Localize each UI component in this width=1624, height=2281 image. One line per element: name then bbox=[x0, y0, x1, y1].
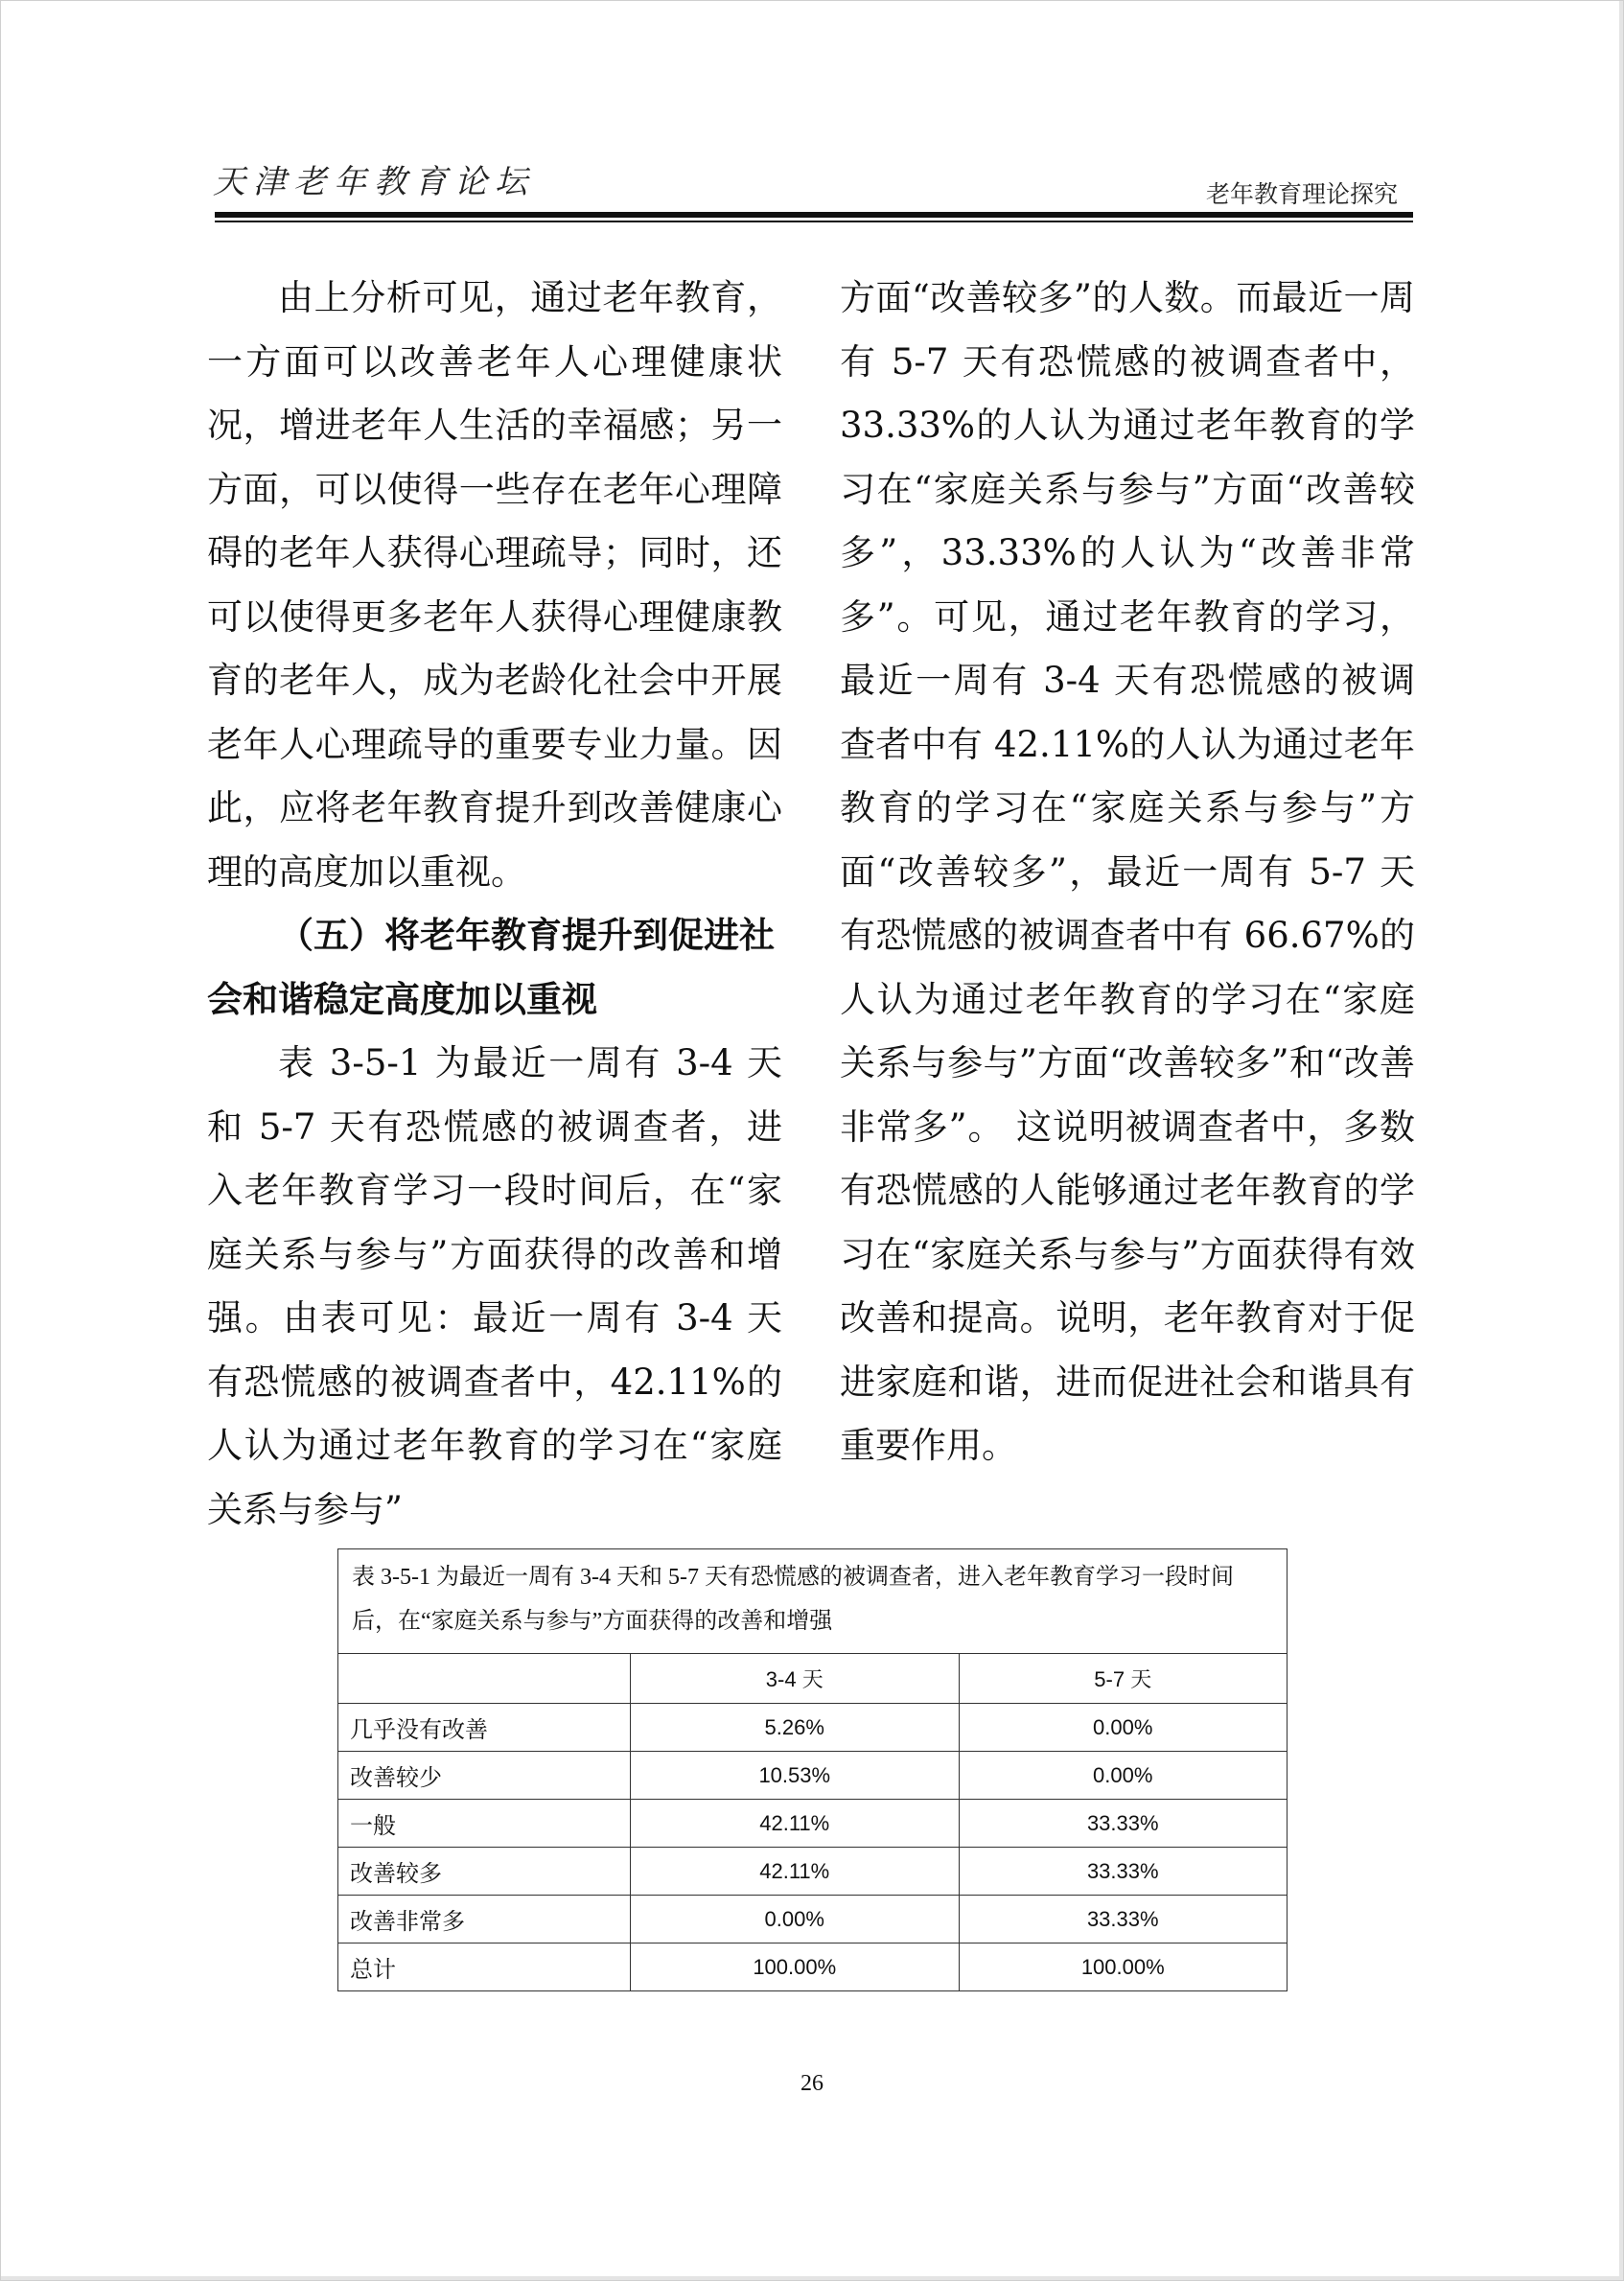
table-body bbox=[337, 1653, 1288, 1991]
cell-value: 100.00% bbox=[959, 1944, 1288, 1991]
table-header-cell: 3-4 天 bbox=[631, 1654, 960, 1704]
table-row bbox=[338, 1944, 1288, 1991]
body-paragraph: 表 3-5-1 为最近一周有 3-4 天和 5-7 天有恐慌感的被调查者，进入老年教育学习一段时间后，在“家庭关系与参与”方面获得的改善和增强。由表可见：最近一周有 3-4 天有恐慌感的被调查者中，42.11%的人认为通过老年教育的学习在“家庭关系与参与” bbox=[207, 1042, 782, 1530]
table-row bbox=[338, 1704, 1288, 1752]
table-row bbox=[338, 1848, 1288, 1896]
body-paragraph: 方面“改善较多”的人数。而最近一周有 5-7 天有恐慌感的被调查者中，33.33%的人认为通过老年教育的学习在“家庭关系与参与”方面“改善较多”，33.33%的人认为“改善非常多”。可见，通过老年教育的学习，最近一周有 3-4 天有恐慌感的被调查者中有 42.11%的人认为通过老年教育的学习在“家庭关系与参与”方面“改善较多”，最近一周有 5-7 天有恐慌感的被调查者中有 66.67%的人认为通过老年教育的学习在“家庭关系与参与”方面“改善较多”和“改善非常多”。 这说明被调查者中，多数有恐慌感的人能够通过老年教育的学习在“家庭关系与参与”方面获得有效改善和提高。说明，老年教育对于促进家庭和谐，进而促进社会和谐具有重要作用。 bbox=[840, 277, 1415, 1466]
section-title: 老年教育理论探究 bbox=[1206, 181, 1399, 208]
cell-value: 10.53% bbox=[631, 1752, 960, 1800]
table-row bbox=[338, 1752, 1288, 1800]
page-number: 26 bbox=[800, 2071, 824, 2096]
header-logo: 天津老年教育论坛 bbox=[213, 163, 535, 201]
cell-value: 42.11% bbox=[631, 1800, 960, 1848]
table-header-row bbox=[338, 1654, 1288, 1704]
table-header-cell bbox=[338, 1654, 631, 1704]
table-caption: 表 3-5-1 为最近一周有 3-4 天和 5-7 天有恐慌感的被调查者，进入老年教育学习一段时间后，在“家庭关系与参与”方面获得的改善和增强 bbox=[337, 1548, 1288, 1653]
header-rule-thin bbox=[215, 221, 1413, 222]
table-header-cell: 5-7 天 bbox=[959, 1654, 1288, 1704]
data-table bbox=[337, 1548, 1288, 1991]
row-label: 改善较多 bbox=[338, 1848, 631, 1896]
right-column bbox=[840, 267, 1415, 1478]
cell-value: 42.11% bbox=[631, 1848, 960, 1896]
body-paragraph: 由上分析可见，通过老年教育，一方面可以改善老年人心理健康状况，增进老年人生活的幸福感；另一方面，可以使得一些存在老年心理障碍的老年人获得心理疏导；同时，还可以使得更多老年人获得心理健康教育的老年人，成为老龄化社会中开展老年人心理疏导的重要专业力量。因此，应将老年教育提升到改善健康心理的高度加以重视。 bbox=[207, 277, 782, 893]
cell-value: 5.26% bbox=[631, 1704, 960, 1752]
row-label: 改善较少 bbox=[338, 1752, 631, 1800]
cell-value: 0.00% bbox=[959, 1704, 1288, 1752]
row-label: 改善非常多 bbox=[338, 1896, 631, 1944]
table-row bbox=[338, 1800, 1288, 1848]
left-column bbox=[207, 267, 782, 1542]
section-heading: （五）将老年教育提升到促进社会和谐稳定高度加以重视 bbox=[207, 915, 775, 1020]
row-label: 一般 bbox=[338, 1800, 631, 1848]
cell-value: 0.00% bbox=[959, 1752, 1288, 1800]
cell-value: 100.00% bbox=[631, 1944, 960, 1991]
header-rule bbox=[215, 212, 1413, 218]
cell-value: 0.00% bbox=[631, 1896, 960, 1944]
row-label: 总计 bbox=[338, 1944, 631, 1991]
cell-value: 33.33% bbox=[959, 1896, 1288, 1944]
cell-value: 33.33% bbox=[959, 1800, 1288, 1848]
table-row bbox=[338, 1896, 1288, 1944]
row-label: 几乎没有改善 bbox=[338, 1704, 631, 1752]
cell-value: 33.33% bbox=[959, 1848, 1288, 1896]
